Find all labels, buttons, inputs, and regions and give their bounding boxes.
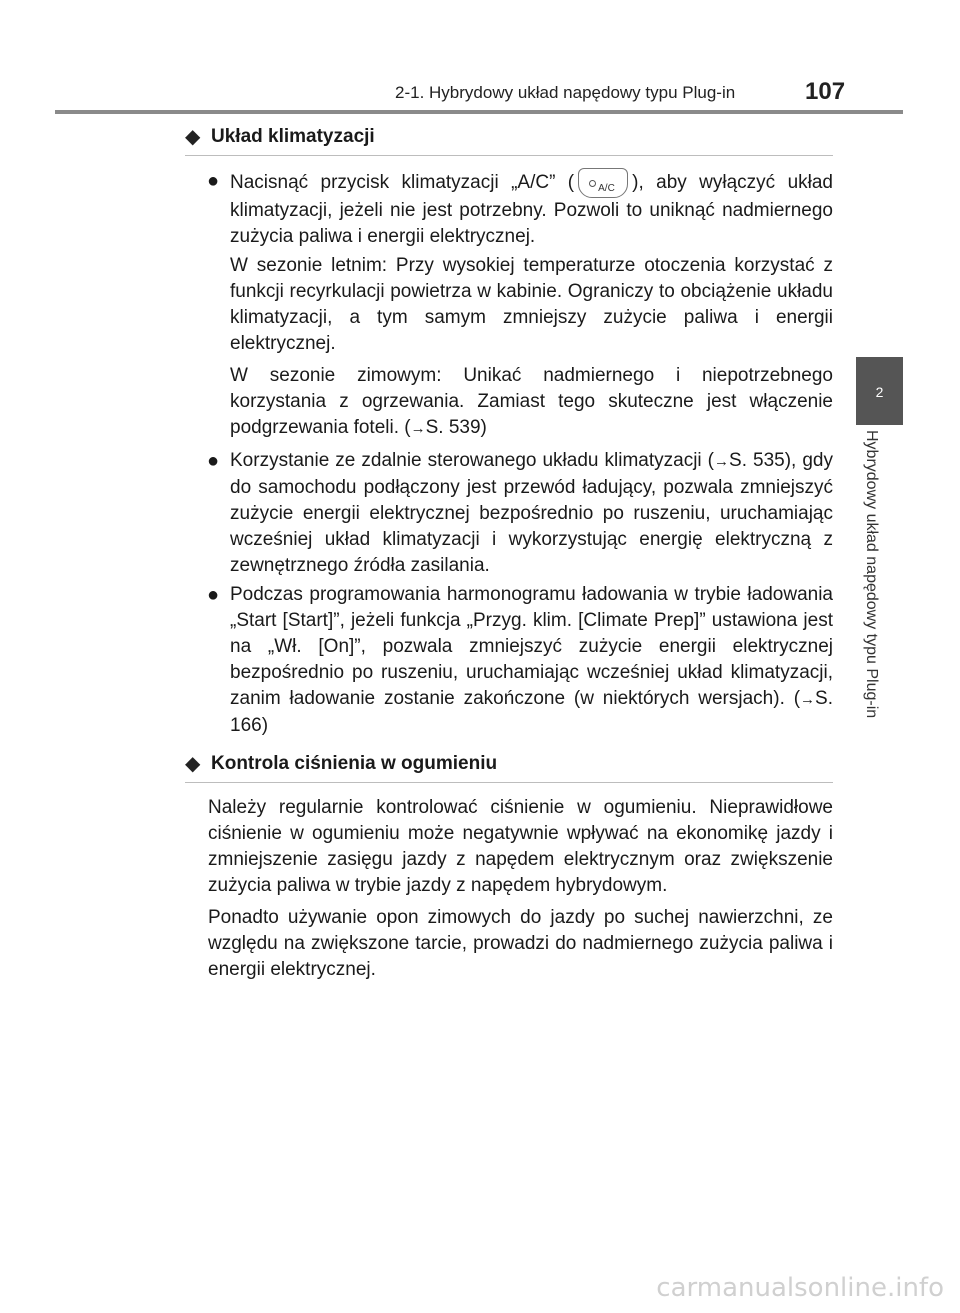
chapter-tab — [856, 357, 903, 425]
diamond-icon: ◆ — [185, 126, 201, 148]
bullet-item — [185, 582, 833, 739]
page-reference: S. 539) — [425, 417, 487, 438]
section-heading-ogumienie — [185, 751, 833, 783]
watermark: carmanualsonline.info — [656, 1273, 944, 1303]
header-rule — [55, 110, 903, 114]
ac-label: A/C — [598, 183, 615, 194]
main-content — [185, 124, 833, 989]
page-reference: S. 166) — [230, 688, 833, 736]
bullet-text: ), aby wyłączyć układ klimatyzacji, jeżeli nie jest potrzebny. Pozwoli to uniknąć nadmiernego zużycia paliwa i energii elektrycznej. — [230, 172, 834, 247]
bullet-item — [185, 168, 833, 250]
paragraph-winter — [185, 363, 833, 442]
paragraph-tire-pressure: Należy regularnie kontrolować ciśnienie w ogumieniu. Nieprawidłowe ciśnienie w ogumieniu może negatywnie wpływać na ekonomikę jazdy i zmniejszenie zasięgu jazdy z napędem elektrycznym oraz zwiększenie zużycia paliwa w trybie jazdy z napędem hybrydowym. — [208, 797, 833, 896]
chapter-side-title: Hybrydowy układ napędowy typu Plug-in — [863, 430, 880, 719]
indicator-light-icon — [589, 180, 596, 187]
ac-button-icon — [578, 168, 628, 198]
paragraph-summer: W sezonie letnim: Przy wysokiej temperaturze otoczenia korzystać z funkcji recyrkulacji powietrza w kabinie. Ograniczy to obciążenie układu klimatyzacji, a tym samym zmniejszy zużycie paliwa i energii elektrycznej. — [230, 255, 833, 354]
chapter-number: 2 — [875, 384, 884, 400]
section-heading-text: Układ klimatyzacji — [211, 125, 375, 147]
section-heading-klimatyzacja — [185, 124, 833, 156]
arrow-right-icon: → — [714, 453, 730, 470]
page-number: 107 — [805, 78, 846, 105]
bullet-text: Podczas programowania harmonogramu ładowania w trybie ładowania „Start [Start]”, jeżeli funkcja „Przyg. klim. [Climate Prep]” ustawiona jest na „Wł. [On]”, pozwala zmniejszyć zużycie energii elektrycznej bezpośrednio po ruszeniu, uruchamiając wcześniej układ klimatyzacji, zanim ładowanie zostanie zakończone (w niektórych wersjach). ( — [230, 584, 833, 709]
bullet-dot-icon: ● — [207, 170, 220, 192]
arrow-right-icon: → — [410, 420, 426, 437]
bullet-dot-icon: ● — [207, 584, 220, 606]
paragraph-text: W sezonie zimowym: Unikać nadmiernego i niepotrzebnego korzystania z ogrzewania. Zamiast tego skuteczne jest włączenie podgrzewania foteli. ( — [230, 365, 833, 438]
bullet-item — [185, 448, 833, 579]
bullet-text: gdy do samochodu podłączony jest przewód ładujący, pozwala zmniejszyć zużycie energii elektrycznej bezpośrednio po ruszeniu, uruchamiając wcześniej układ klimatyzacji i wykorzystując energię elektryczną z zewnętrznego źródła zasilania. — [230, 450, 833, 576]
diamond-icon: ◆ — [185, 753, 201, 775]
page-reference: S. 535), — [729, 450, 797, 471]
bullet-text: Korzystanie ze zdalnie sterowanego układu klimatyzacji ( — [230, 450, 715, 471]
arrow-right-icon: → — [800, 691, 816, 708]
bullet-text: Nacisnąć przycisk klimatyzacji „A/C” ( — [230, 172, 575, 194]
paragraph-winter-tires: Ponadto używanie opon zimowych do jazdy po suchej nawierzchni, ze względu na zwiększone tarcie, prowadzi do nadmiernego zużycia paliwa i energii elektrycznej. — [208, 907, 833, 980]
header-title: 2-1. Hybrydowy układ napędowy typu Plug-in — [395, 83, 736, 102]
bullet-dot-icon: ● — [207, 450, 220, 472]
section-heading-text: Kontrola ciśnienia w ogumieniu — [211, 752, 498, 774]
page-header — [0, 70, 960, 114]
